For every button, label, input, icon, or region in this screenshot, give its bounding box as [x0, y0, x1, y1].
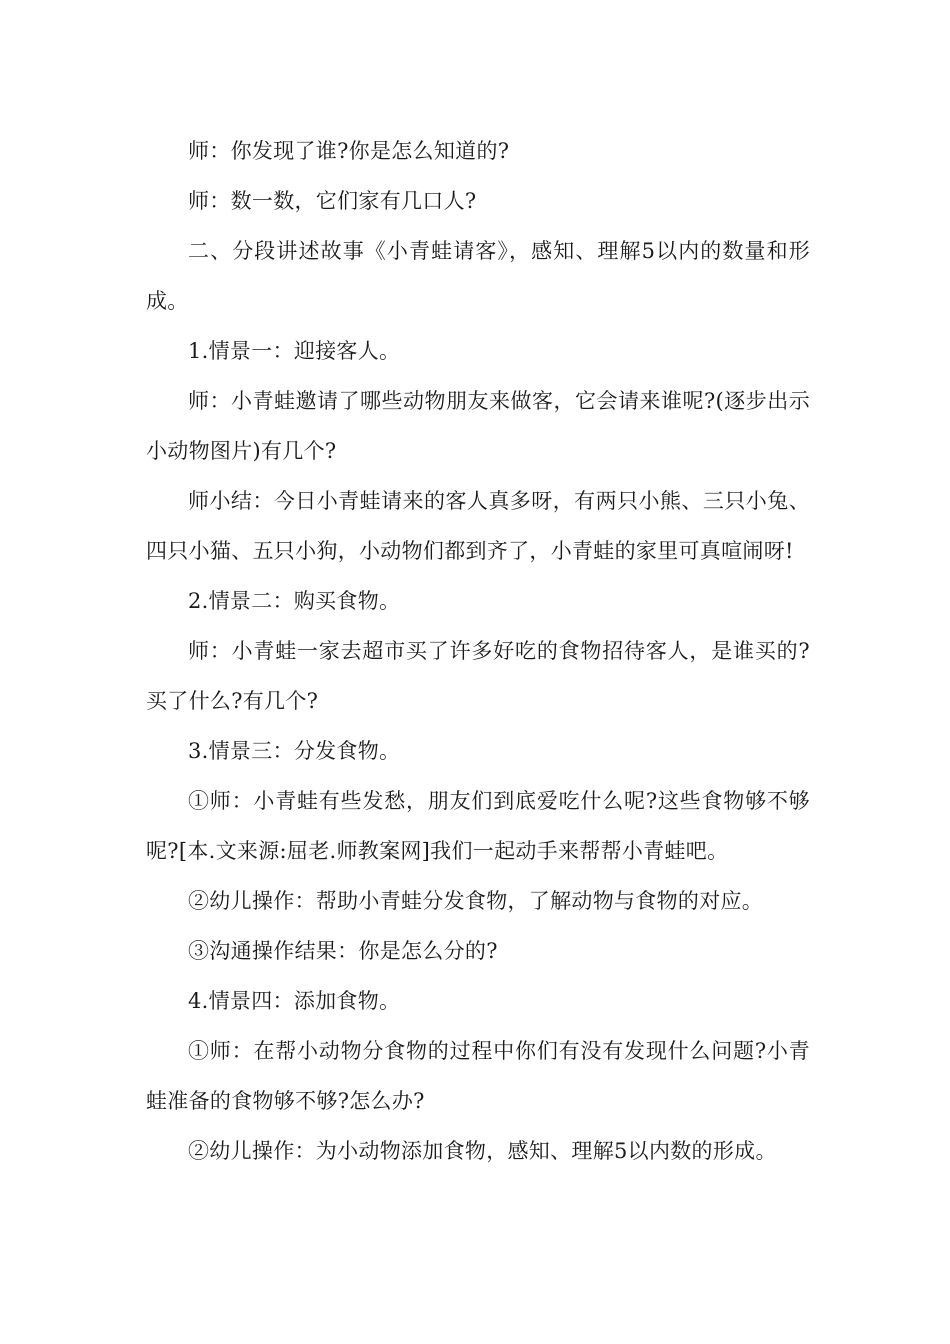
paragraph-scene-two-title: 2.情景二：购买食物。 — [188, 589, 401, 613]
paragraph-teacher-summary: 师小结：今日小青蛙请来的客人真多呀，有两只小熊、三只小兔、四只小猫、五只小狗，小动物们都到齐了，小青蛙的家里可真喧闹呀! — [146, 489, 810, 563]
document-body — [146, 126, 810, 1176]
paragraph-teacher-question-who: 师：你发现了谁?你是怎么知道的? — [188, 139, 510, 163]
paragraph-scene-one-question: 师：小青蛙邀请了哪些动物朋友来做客，它会请来谁呢?(逐步出示小动物图片)有几个? — [146, 389, 810, 463]
paragraph-scene-three-step-1: ①师：小青蛙有些发愁，朋友们到底爱吃什么呢?这些食物够不够呢?[本.文来源:屈老.师教案网]我们一起动手来帮帮小青蛙吧。 — [146, 789, 810, 863]
paragraph-scene-four-step-1: ①师：在帮小动物分食物的过程中你们有没有发现什么问题?小青蛙准备的食物够不够?怎么办? — [146, 1039, 810, 1113]
paragraph-scene-four-step-2: ②幼儿操作：为小动物添加食物，感知、理解5以内数的形成。 — [188, 1139, 777, 1163]
paragraph-scene-one-title: 1.情景一：迎接客人。 — [188, 339, 401, 363]
paragraph-scene-three-step-2: ②幼儿操作：帮助小青蛙分发食物，了解动物与食物的对应。 — [188, 889, 764, 913]
paragraph-scene-three-title: 3.情景三：分发食物。 — [188, 739, 401, 763]
paragraph-scene-two-question: 师：小青蛙一家去超市买了许多好吃的食物招待客人，是谁买的?买了什么?有几个? — [146, 639, 810, 713]
paragraph-teacher-count-family: 师：数一数，它们家有几口人? — [188, 189, 477, 213]
paragraph-scene-four-title: 4.情景四：添加食物。 — [188, 989, 401, 1013]
paragraph-scene-three-step-3: ③沟通操作结果：你是怎么分的? — [188, 939, 498, 963]
paragraph-section-two-heading: 二、分段讲述故事《小青蛙请客》，感知、理解5以内的数量和形成。 — [146, 239, 810, 313]
